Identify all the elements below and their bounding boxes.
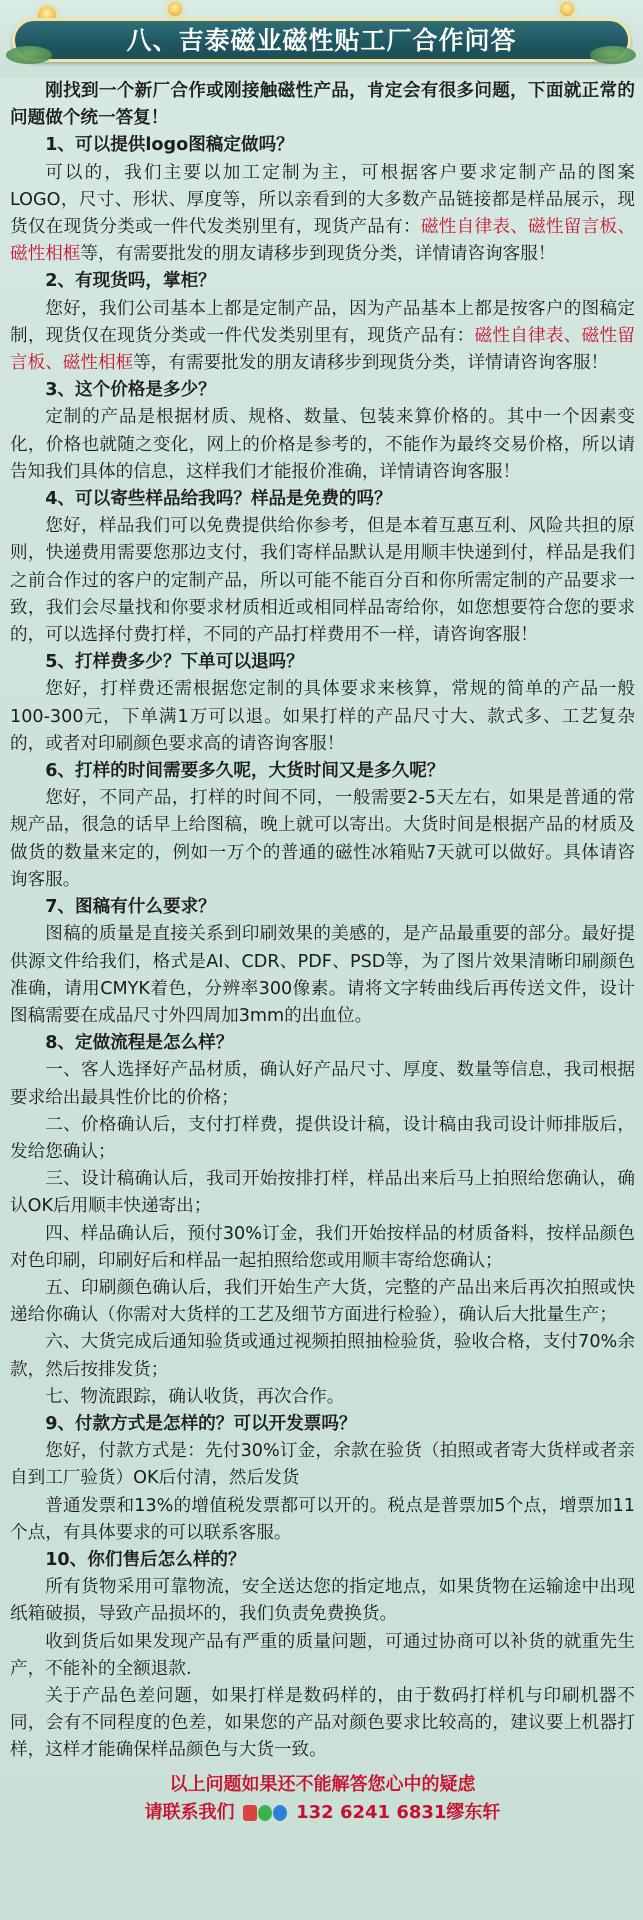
title-banner (12, 18, 631, 62)
header (0, 0, 643, 78)
question-3: 3、这个价格是多少？ (45, 380, 216, 401)
process-step: 二、价格确认后，支付打样费，提供设计稿，设计稿由我司设计师排版后，发给您确认； (10, 1114, 635, 1162)
footer-line-2 (10, 1799, 635, 1827)
lotus-leaf-icon (590, 46, 636, 64)
lotus-leaf-icon (6, 46, 52, 64)
qa-content (0, 78, 643, 1827)
answer-3: 定制的产品是根据材质、规格、数量、包装来算价格的。其中一个因素变化，价格也就随之变化，网上的价格是参考的，不能作为最终交易价格，所以请告知我们具体的信息，这样我们才能报价准确，详情请咨询客服！ (10, 407, 635, 482)
question-8: 8、定做流程是怎么样？ (45, 1033, 234, 1054)
answer-text: 等，有需要批发的朋友请移步到现货分类，详情请咨询客服！ (80, 244, 556, 265)
qq-icon (273, 1805, 287, 1821)
answer-7: 图稿的质量是直接关系到印刷效果的美感的，是产品最重要的部分。最好提供源文件给我们，格式是AI、CDR、PDF、PSD等，为了图片效果清晰印刷颜色准确，请用CMYK着色，分辨率300像素。请将文字转曲线后再传送文件，设计图稿需要在成品尺寸外四周加3mm的出血位。 (10, 924, 635, 1026)
process-step: 七、物流跟踪，确认收货，再次合作。 (45, 1386, 345, 1407)
contact-footer (10, 1771, 635, 1827)
question-2: 2、有现货吗，掌柜？ (45, 271, 216, 292)
footer-prefix: 请联系我们 (144, 1801, 235, 1823)
answer-text: 可以的，我们主要以加工定制为主，可根据客户要求定制产品的图案LOGO，尺寸、形状、厚度等，所以亲看到的大多数产品链接都是样品展示，现货仅在现货分类或一件代发类别里有，现货产品有： (10, 162, 635, 238)
question-7: 7、图稿有什么要求？ (45, 897, 216, 918)
question-1: 1、可以提供logo图稿定做吗？ (45, 135, 294, 156)
answer-4: 您好，样品我们可以免费提供给你参考，但是本着互惠互利、风险共担的原则，快递费用需要您那边支付，我们寄样品默认是用顺丰快递到付，样品是我们之前合作过的客户的定制产品，所以可能不能百分百和你所需定制的产品要求一致，我们会尽量找和你要求材质相近或相同样品寄给你，如您想要符合您的要求的，可以选择付费打样，不同的产品打样费用不一样，请咨询客服！ (10, 516, 635, 646)
question-6: 6、打样的时间需要多久呢，大货时间又是多久呢？ (45, 761, 445, 782)
contact-icons (243, 1799, 288, 1827)
process-step: 一、客人选择好产品材质，确认好产品尺寸、厚度、数量等信息，我司根据要求给出最具性价比的价格； (10, 1060, 635, 1108)
contact-number: 132 6241 6831缪东轩 (296, 1801, 501, 1823)
answer-9-invoice: 普通发票和13%的增值税发票都可以开的。税点是普票加5个点，增票加11个点，有具体要求的可以联系客服。 (10, 1495, 635, 1543)
question-5: 5、打样费多少？下单可以退吗？ (45, 652, 304, 673)
answer-text: 等，有需要批发的朋友请移步到现货分类，详情请咨询客服！ (133, 353, 609, 374)
highlight-products: 磁性自律表、磁性留言板、磁性相框 (10, 325, 635, 374)
answer-1 (10, 160, 635, 269)
answer-10-logistics: 所有货物采用可靠物流，安全送达您的指定地点，如果货物在运输途中出现纸箱破损，导致产品损坏的，我们负责免费换货。 (10, 1577, 635, 1625)
footer-line-1: 以上问题如果还不能解答您心中的疑虑 (169, 1773, 476, 1795)
process-step: 五、印刷颜色确认后，我们开始生产大货，完整的产品出来后再次拍照或快递给你确认（你需对大货样的工艺及细节方面进行检验），确认后大批量生产； (10, 1277, 635, 1326)
answer-9-payment: 您好，付款方式是：先付30%订金，余款在验货（拍照或者寄大货样或者亲自到工厂验货）OK后付清，然后发货 (10, 1441, 635, 1489)
wechat-icon (258, 1805, 272, 1821)
page-title: 八、吉泰磁业磁性贴工厂合作问答 (126, 26, 517, 55)
answer-5: 您好，打样费还需根据您定制的具体要求来核算，常规的简单的产品一般100-300元，下单满1万可以退。如果打样的产品尺寸大、款式多、工艺复杂的，或者对印刷颜色要求高的请咨询客服！ (10, 679, 635, 754)
phone-icon (243, 1805, 257, 1821)
intro-text: 刚找到一个新厂合作或刚接触磁性产品，肯定会有很多问题，下面就正常的问题做个统一答复！ (10, 81, 635, 129)
lantern-icon (560, 2, 574, 16)
lantern-icon (168, 2, 182, 16)
question-4: 4、可以寄些样品给我吗？样品是免费的吗？ (45, 489, 392, 510)
question-10: 10、你们售后怎么样的？ (45, 1549, 246, 1570)
answer-2 (10, 296, 635, 378)
process-step: 四、样品确认后，预付30%订金，我们开始按样品的材质备料，按样品颜色对色印刷，印刷好后和样品一起拍照给您或用顺丰寄给您确认； (10, 1223, 635, 1271)
highlight-products: 磁性自律表、磁性留言板、磁性相框 (10, 217, 635, 265)
answer-10-quality: 收到货后如果发现产品有严重的质量问题，可通过协商可以补货的就重先生产，不能补的全额退款. (10, 1631, 635, 1679)
answer-6: 您好，不同产品，打样的时间不同，一般需要2-5天左右，如果是普通的常规产品，很急的话早上给图稿，晚上就可以寄出。大货时间是根据产品的材质及做货的数量来定的，例如一万个的普通的磁性冰箱贴7天就可以做好。具体请咨询客服。 (10, 788, 635, 890)
answer-10-color: 关于产品色差问题，如果打样是数码样的，由于数码打样机与印刷机器不同，会有不同程度的色差，如果您的产品对颜色要求比较高的，建议要上机器打样，这样才能确保样品颜色与大货一致。 (10, 1685, 635, 1761)
question-9: 9、付款方式是怎样的？可以开发票吗？ (45, 1413, 357, 1434)
process-step: 三、设计稿确认后，我司开始按排打样，样品出来后马上拍照给您确认，确认OK后用顺丰快递寄出； (10, 1169, 635, 1217)
process-step: 六、大货完成后通知验货或通过视频拍照抽检验货，验收合格，支付70%余款，然后按排发货； (10, 1332, 635, 1380)
answer-text: 您好，我们公司基本上都是定制产品，因为产品基本上都是按客户的图稿定制，现货仅在现货分类或一件代发类别里有，现货产品有： (10, 298, 635, 346)
